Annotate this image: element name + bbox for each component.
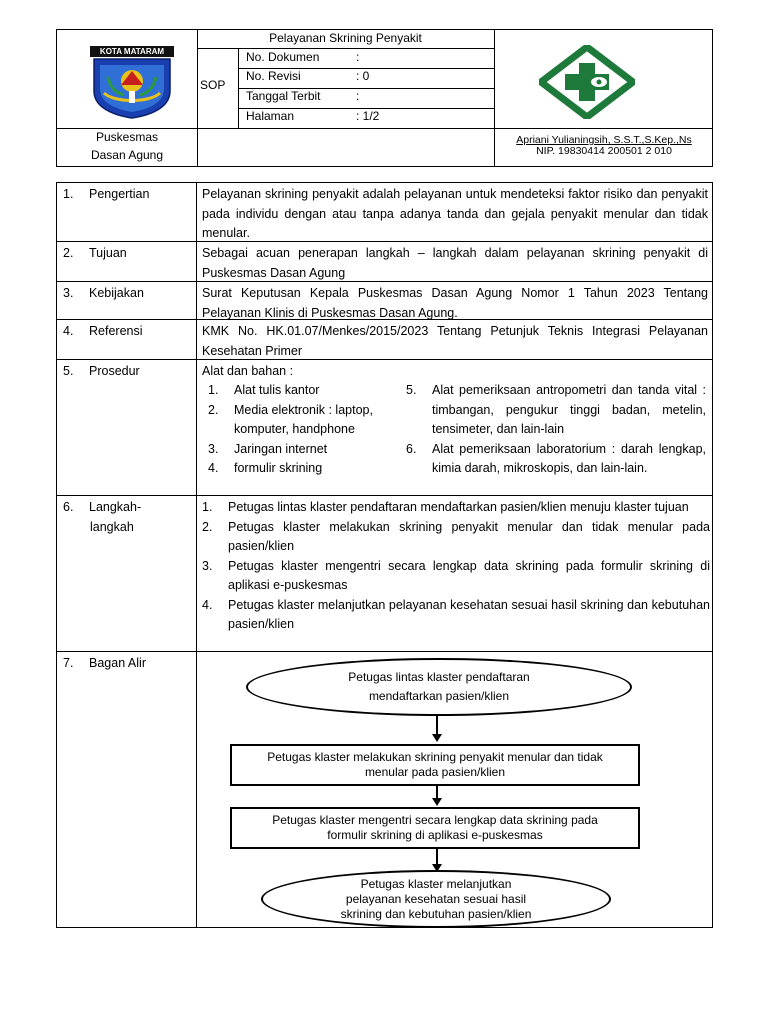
row-label: Referensi: [89, 324, 143, 338]
pengertian-text: Pelayanan skrining penyakit adalah pelayanan untuk mendeteksi faktor risiko dan penyakit pada individu dengan atau tanpa adanya tanda dan gejala penyakit menular dan tidak menular.: [202, 187, 708, 240]
row-number: 6.: [63, 500, 74, 514]
sop-content-table: [56, 182, 713, 928]
row-label: Bagan Alir: [89, 656, 146, 670]
flow-step-box: Petugas klaster mengentri secara lengkap data skrining pada formulir skrining di aplikasi e-puskesmas: [230, 807, 640, 849]
row-referensi: [57, 319, 712, 360]
signer-name: Apriani Yulianingsih, S.S.T.,S.Kep.,Ns: [516, 134, 692, 146]
row-number: 7.: [63, 656, 74, 670]
row-tujuan: [57, 241, 712, 282]
list-item: 1. Alat tulis kantor: [208, 383, 320, 397]
row-number: 1.: [63, 187, 74, 201]
kebijakan-text: Surat Keputusan Kepala Puskesmas Dasan Agung Nomor 1 Tahun 2023 Tentang Pelayanan Klinis di Puskesmas Dasan Agung.: [202, 286, 708, 320]
sop-header: [56, 29, 713, 167]
list-item: 2. Petugas klaster melakukan skrining penyakit menular dan tidak menular pada pasien/klien: [202, 519, 710, 553]
meta-key-no-dokumen: No. Dokumen: [246, 50, 320, 64]
document-title: Pelayanan Skrining Penyakit: [269, 31, 422, 45]
list-item: 4. Petugas klaster melanjutkan pelayanan kesehatan sesuai hasil skrining dan kebutuhan pasien/klien: [202, 597, 710, 631]
list-item: 1. Petugas lintas klaster pendaftaran mendaftarkan pasien/klien menuju klaster tujuan: [202, 500, 689, 514]
row-pengertian: [57, 183, 712, 241]
meta-value-halaman: : 1/2: [356, 109, 380, 123]
meta-value-no-dokumen: :: [356, 50, 360, 64]
meta-key-tanggal-terbit: Tanggal Terbit: [246, 89, 321, 103]
kota-mataram-logo: [90, 46, 174, 118]
meta-value-no-revisi: : 0: [356, 69, 370, 83]
flow-step-box: Petugas klaster melakukan skrining penyakit menular dan tidak menular pada pasien/klien: [230, 744, 640, 786]
row-number: 5.: [63, 364, 74, 378]
row-number: 3.: [63, 286, 74, 300]
row-prosedur: [57, 359, 712, 496]
row-label: Langkah-: [89, 500, 142, 514]
puskesmas-logo-icon: [539, 45, 635, 119]
sop-label: SOP: [200, 78, 226, 92]
list-item: 3. Jaringan internet: [208, 441, 328, 456]
row-label: Pengertian: [89, 187, 150, 201]
flow-start-oval: Petugas lintas klaster pendaftaran mendaftarkan pasien/klien: [246, 658, 632, 716]
meta-key-halaman: Halaman: [246, 109, 295, 123]
referensi-text: KMK No. HK.01.07/Menkes/2015/2023 Tentang Petunjuk Teknis Integrasi Pelayanan Kesehatan Primer: [202, 324, 708, 358]
row-langkah: [57, 495, 712, 652]
flow-end-oval: Petugas klaster melanjutkan pelayanan kesehatan sesuai hasil skrining dan kebutuhan pasien/klien: [261, 870, 611, 928]
row-label-continued: langkah: [90, 519, 134, 534]
flowchart-arrows: [427, 712, 447, 892]
list-item: 3. Petugas klaster mengentri secara lengkap data skrining pada formulir skrining di aplikasi e-puskesmas: [202, 558, 710, 592]
row-label: Prosedur: [89, 364, 140, 378]
meta-key-no-revisi: No. Revisi: [246, 69, 301, 83]
row-number: 4.: [63, 324, 74, 338]
signer-nip: NIP. 19830414 200501 2 010: [536, 145, 672, 157]
shield-emblem-icon: [90, 57, 174, 119]
list-item: 2. Media elektronik : laptop, komputer, handphone: [208, 402, 373, 436]
row-bagan-alir: [57, 651, 712, 928]
row-label: Kebijakan: [89, 286, 144, 300]
prosedur-list-right: [406, 381, 706, 479]
tujuan-text: Sebagai acuan penerapan langkah – langkah dalam pelayanan skrining penyakit di Puskesmas Dasan Agung: [202, 246, 708, 280]
list-item: 5. Alat pemeriksaan antropometri dan tanda vital : timbangan, pengukur tinggi badan, metelin, tensimeter, dan lain-lain: [406, 383, 706, 436]
row-number: 2.: [63, 246, 74, 260]
list-item: 6. Alat pemeriksaan laboratorium : darah lengkap, kimia darah, mikroskopis, dan lain-lain.: [406, 441, 706, 475]
prosedur-intro: Alat dan bahan :: [202, 364, 294, 378]
row-kebijakan: [57, 281, 712, 320]
row-label: Tujuan: [89, 246, 127, 260]
prosedur-list-left: [208, 381, 396, 479]
logo-banner: KOTA MATARAM: [90, 46, 174, 57]
org-name-line2: Dasan Agung: [90, 148, 164, 162]
list-item: 4. formulir skrining: [208, 461, 323, 475]
meta-value-tanggal-terbit: :: [356, 89, 360, 103]
org-name-line1: Puskesmas: [95, 130, 159, 144]
